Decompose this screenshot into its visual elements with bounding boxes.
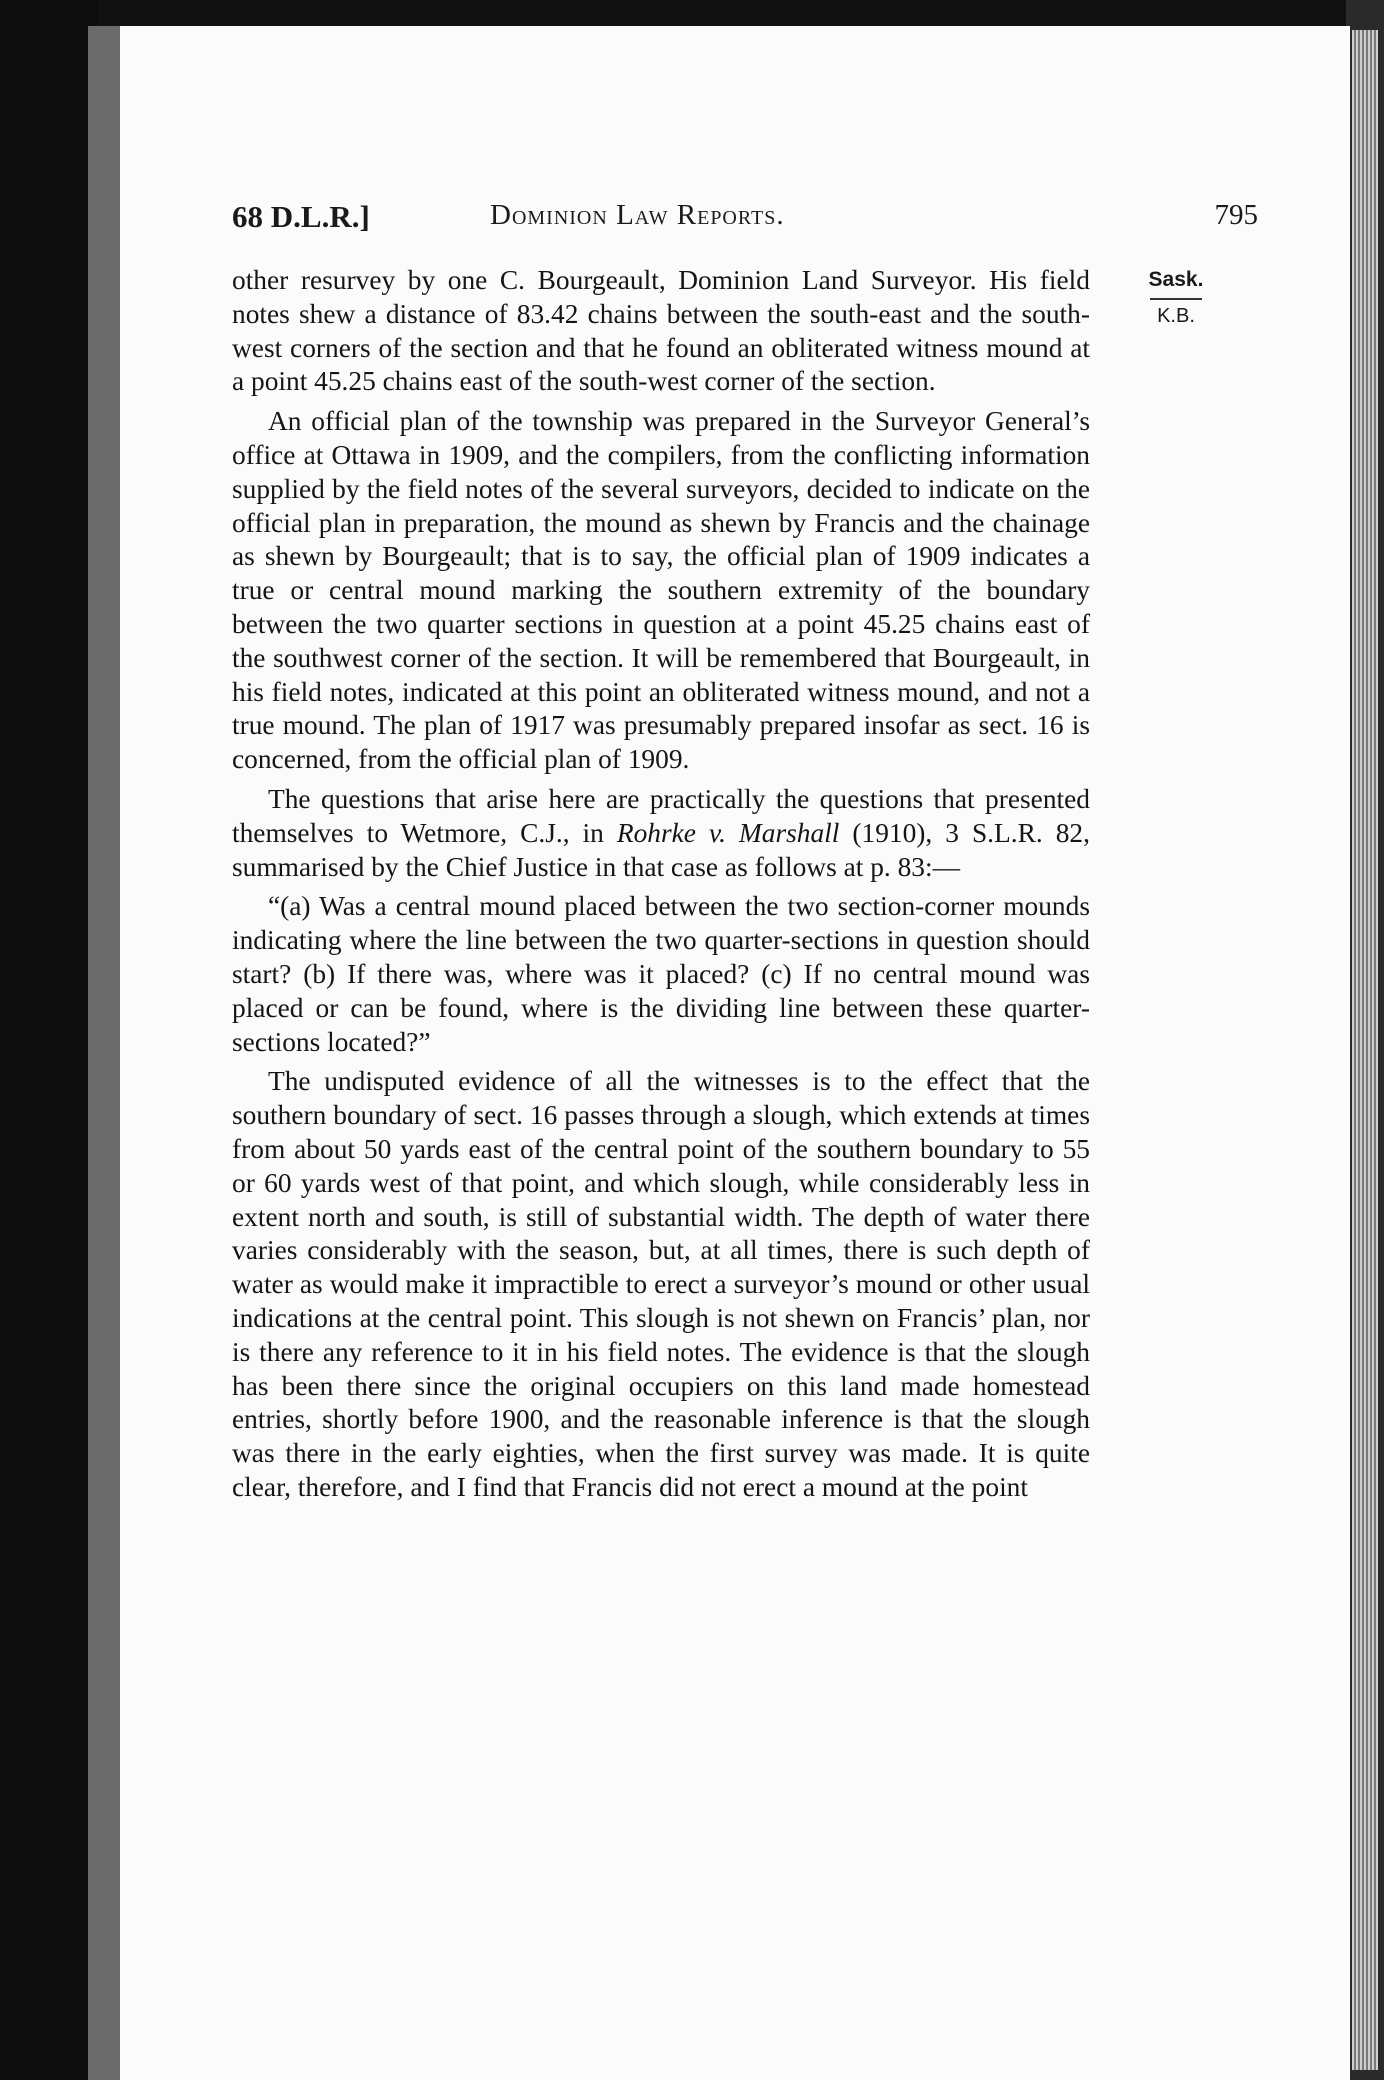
page-gutter-shadow: [88, 26, 122, 2080]
margin-rule: [1150, 298, 1202, 300]
paragraph-3: [232, 783, 1090, 884]
volume-reference: 68 D.L.R.]: [232, 199, 370, 234]
publication-title: Dominion Law Reports.: [490, 199, 785, 231]
scan-top-edge: [0, 0, 1384, 28]
body-text: [232, 264, 1090, 1511]
paragraph-5: The undisputed evidence of all the witnesses is to the effect that the southern boundary of sect. 16 passes through a slough, which extends at times from about 50 yards east of the central point of the southern boundary to 55 or 60 yards west of that point, and which slough, while considerably less in extent north and south, is still of substantial width. The depth of water there varies considerably with the season, but, at all times, there is such depth of water as would make it impractible to erect a surveyor’s mound or other usual indications at the central point. This slough is not shewn on Francis’ plan, nor is there any reference to it in his field notes. The evidence is that the slough has been there since the original occupiers on this land made homestead entries, shortly before 1900, and the reasonable inference is that the slough was there in the early eighties, when the first survey was made. It is quite clear, therefore, and I find that Francis did not erect a mound at the point: [232, 1066, 1090, 1502]
book-binding: [0, 0, 98, 2080]
page-edge-lines: [1352, 30, 1378, 2070]
margin-note: [1136, 268, 1216, 328]
paragraph-3-before: The questions that arise here are practically the questions that presented themselves to Wetmore, C.J., in: [232, 783, 1090, 848]
case-name: Rohrke v. Marshall: [616, 817, 840, 848]
paragraph-4-quotation: “(a) Was a central mound placed between the two section-corner mounds indicating where the line between the two quarter-sections in question should start? (b) If there was, where was it placed? (c) If no central mound was placed or can be found, where is the dividing line between these quarter-sections located?”: [232, 891, 1090, 1057]
paragraph-3-after: (1910), 3 S.L.R. 82, summarised by the Chief Justice in that case as follows at p. 83:—: [232, 817, 1090, 882]
margin-court: K.B.: [1157, 305, 1195, 327]
running-header: [232, 199, 1258, 239]
page-number: 795: [1214, 199, 1258, 231]
paragraph-1: other resurvey by one C. Bourgeault, Dominion Land Surveyor. His field notes shew a distance of 83.42 chains between the south-east and the south-west corners of the section and that he found an obliterated witness mound at a point 45.25 chains east of the south-west corner of the section.: [232, 265, 1090, 397]
paragraph-2: An official plan of the township was prepared in the Surveyor General’s office at Ottawa in 1909, and the compilers, from the conflicting information supplied by the field notes of the several surveyors, decided to indicate on the official plan in preparation, the mound as shewn by Francis and the chainage as shewn by Bourgeault; that is to say, the official plan of 1909 indicates a true or central mound marking the southern extremity of the boundary between the two quarter sections in question at a point 45.25 chains east of the southwest corner of the section. It will be remembered that Bourgeault, in his field notes, indicated at this point an obliterated witness mound, and not a true mound. The plan of 1917 was presumably prepared insofar as sect. 16 is concerned, from the official plan of 1909.: [232, 406, 1090, 775]
margin-jurisdiction: Sask.: [1148, 268, 1204, 291]
